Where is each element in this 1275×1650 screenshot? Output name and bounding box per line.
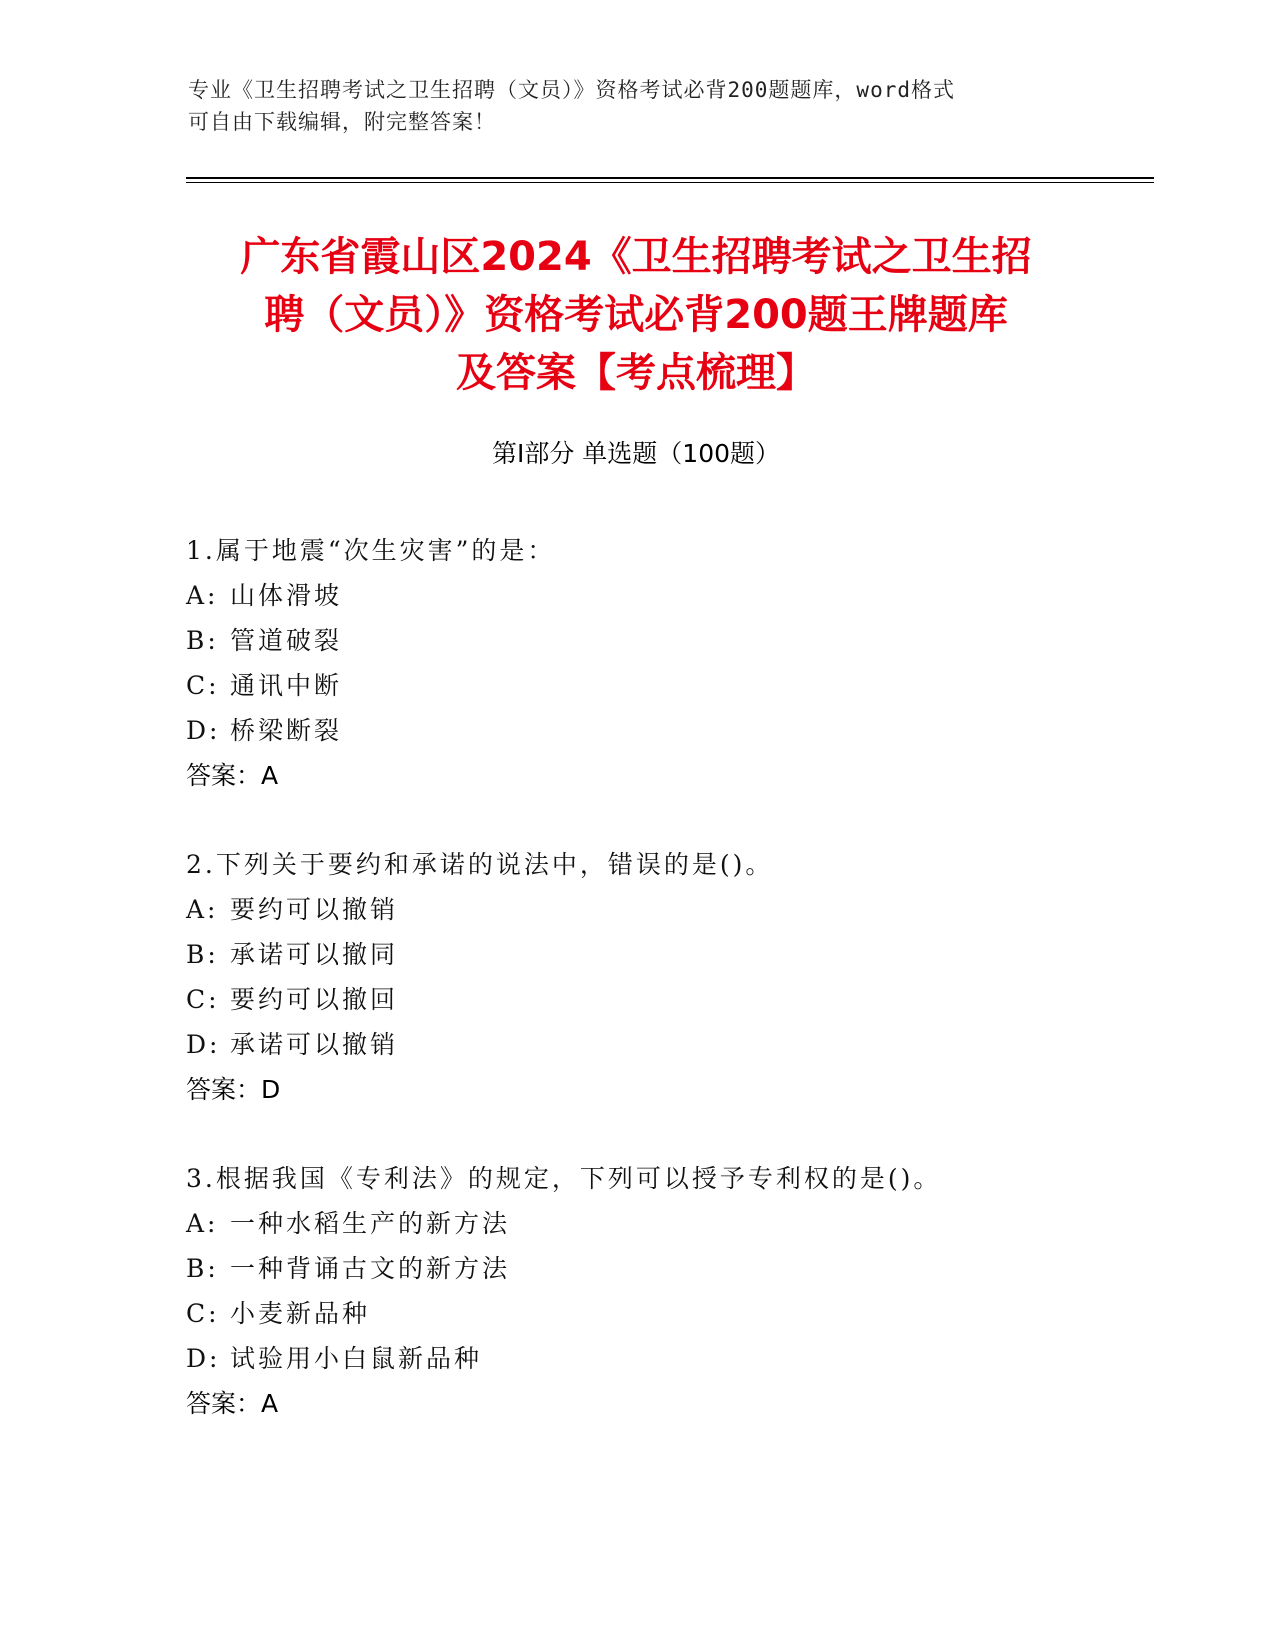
option-letter: C: [186,985,220,1014]
option-text: 试验用小白鼠新品种 [230,1344,483,1373]
option-text: 山体滑坡 [230,581,343,610]
header-note [188,74,1088,138]
option-text: 一种背诵古文的新方法 [230,1254,511,1283]
option-text: 小麦新品种 [230,1299,371,1328]
answer-line: 答案：A [186,1389,279,1418]
answer-line: 答案：A [186,761,279,790]
option-d [186,1022,1146,1067]
option-b [186,1246,1146,1291]
question-item [186,1156,1146,1426]
option-a [186,1201,1146,1246]
section-title: 第Ⅰ部分 单选题（100题） [491,439,781,468]
option-text: 一种水稻生产的新方法 [230,1209,511,1238]
option-b [186,932,1146,977]
header-note-line-2: 可自由下载编辑，附完整答案！ [188,110,496,134]
option-letter: B: [186,1254,219,1283]
option-letter: D: [186,1344,221,1373]
option-text: 桥梁断裂 [230,716,343,745]
option-a [186,573,1146,618]
option-letter: A: [186,1209,219,1238]
option-text: 承诺可以撤同 [230,940,399,969]
option-letter: B: [186,626,219,655]
question-stem: 2.下列关于要约和承诺的说法中，错误的是()。 [186,850,774,879]
option-d [186,708,1146,753]
header-note-line-1: 专业《卫生招聘考试之卫生招聘（文员）》资格考试必背200题题库，word格式 [188,78,955,102]
question-stem: 3.根据我国《专利法》的规定，下列可以授予专利权的是()。 [186,1164,942,1193]
option-b [186,618,1146,663]
document-title [186,228,1086,402]
header-rule-thin [186,182,1154,183]
header-rule-thick [186,177,1154,179]
document-title-line-2: 聘（文员）》资格考试必背200题王牌题库 [264,292,1008,338]
question-list [186,528,1146,1470]
option-letter: D: [186,716,221,745]
option-d [186,1336,1146,1381]
question-item [186,842,1146,1112]
option-text: 承诺可以撤销 [230,1030,399,1059]
option-letter: D: [186,1030,221,1059]
option-letter: A: [186,581,219,610]
option-letter: C: [186,671,220,700]
option-letter: C: [186,1299,220,1328]
option-c [186,977,1146,1022]
document-title-line-1: 广东省霞山区2024《卫生招聘考试之卫生招 [240,234,1032,280]
option-text: 通讯中断 [230,671,343,700]
question-item [186,528,1146,798]
option-c [186,663,1146,708]
option-text: 管道破裂 [230,626,343,655]
option-letter: A: [186,895,219,924]
document-title-line-3: 及答案【考点梳理】 [456,350,816,396]
option-text: 要约可以撤回 [230,985,399,1014]
option-a [186,887,1146,932]
option-text: 要约可以撤销 [230,895,399,924]
question-stem: 1.属于地震“次生灾害”的是： [186,536,556,565]
answer-line: 答案：D [186,1075,281,1104]
option-c [186,1291,1146,1336]
option-letter: B: [186,940,219,969]
